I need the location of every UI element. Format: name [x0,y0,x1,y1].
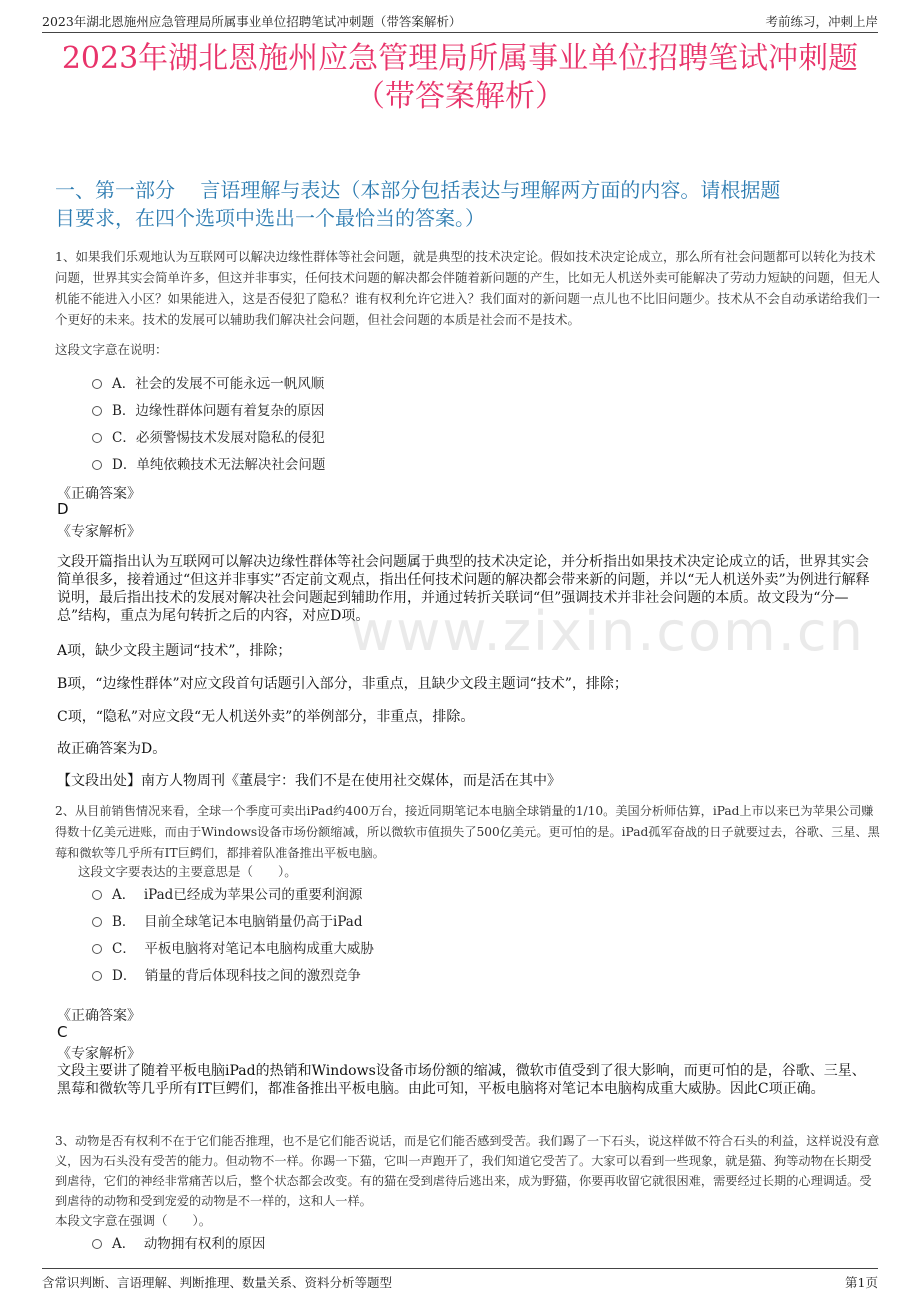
q1-prompt: 这段文字意在说明： [55,342,168,357]
q1-option-b[interactable] [92,399,324,419]
page-header [42,10,878,33]
q1-option-a-text: A．社会的发展不可能永远一帆风顺 [112,376,325,392]
q3-option-a[interactable] [92,1232,265,1252]
page-footer [42,1268,878,1289]
section-heading-line-2: 目要求，在四个选项中选出一个最恰当的答案。） [55,206,485,230]
radio-icon[interactable] [92,917,102,927]
radio-icon[interactable] [92,890,102,900]
header-document-title: 2023年湖北恩施州应急管理局所属事业单位招聘笔试冲刺题（带答案解析） [42,14,462,29]
section-heading [55,176,880,232]
document-title [40,40,880,116]
q1-answer-label: 《正确答案》 [57,486,141,502]
radio-icon[interactable] [92,379,102,389]
q1-source: 【文段出处】南方人物周刊《董晨宇：我们不是在使用社交媒体，而是活在其中》 [57,773,561,789]
q1-option-c[interactable] [92,426,325,446]
q1-option-b-text: B．边缘性群体问题有着复杂的原因 [112,403,325,419]
q2-option-d[interactable] [92,964,361,984]
q3-prompt: 本段文字意在强调（ ）。 [55,1213,212,1228]
q1-stem: 1、如果我们乐观地认为互联网可以解决边缘性群体等社会问题，就是典型的技术决定论。假如技术决定论成立，那么所有社会问题都可以转化为技术问题，世界其实会简单许多，但这并非事实，任何技术问题的解决都会伴随着新问题的产生，比如无人机送外卖可能解决了劳动力短缺的问题，但无人机能不能进入小区？如果能进入，这是否侵犯了隐私？谁有权利允许它进入？我们面对的新问题一点儿也不比旧问题少。技术从不会自动承诺给我们一个更好的未来。技术的发展可以辅助我们解决社会问题，但社会问题的本质是社会而不是技术。 [55,249,881,327]
title-line-1: 2023年湖北恩施州应急管理局所属事业单位招聘笔试冲刺题 [61,41,859,76]
q2-option-c[interactable] [92,937,374,957]
radio-icon[interactable] [92,460,102,470]
q1-explain-c: C项，“隐私”对应文段“无人机送外卖”的举例部分，非重点，排除。 [57,709,475,725]
header-slogan: 考前练习，冲刺上岸 [765,14,878,29]
q2-analysis-text: 文段主要讲了随着平板电脑iPad的热销和Windows设备市场份额的缩减，微软市值受到了很大影响，而更可怕的是，谷歌、三星、黑莓和微软等几乎所有IT巨鳄们，都准备推出平板电脑。由此可知，平板电脑将对笔记本电脑构成重大威胁。因此C项正确。 [57,1063,866,1097]
radio-icon[interactable] [92,944,102,954]
radio-icon[interactable] [92,406,102,416]
q2-option-b[interactable] [92,910,363,930]
q1-conclusion: 故正确答案为D。 [57,741,167,757]
footer-question-types: 含常识判断、言语理解、判断推理、数量关系、资料分析等题型 [42,1275,393,1290]
q3-stem: 3、动物是否有权利不在于它们能否推理，也不是它们能否说话，而是它们能否感到受苦。我们踢了一下石头，说这样做不符合石头的利益，这样说没有意义，因为石头没有受苦的能力。但动物不一样。你踢一下猫，它叫一声跑开了，我们知道它受苦了。大家可以看到一些现象，就是猫、狗等动物在长期受到虐待，它们的神经非常痛苦以后，整个状态都会改变。有的猫在受到虐待后逃出来，成为野猫，你要再收留它就很困难，需要经过长期的心理调适。受到虐待的动物和受到宠爱的动物是不一样的，这和人一样。 [55,1134,880,1208]
q3-option-a-text: A． 动物拥有权利的原因 [112,1236,266,1252]
q2-stem: 2、从目前销售情况来看，全球一个季度可卖出iPad约400万台，接近同期笔记本电脑全球销量的1/10。美国分析师估算，iPad上市以来已为苹果公司赚得数十亿美元进账，而由于Windows设备市场份额缩减，所以微软市值损失了500亿美元。更可怕的是。iPad孤军奋战的日子就要过去，谷歌、三星、黑莓和微软等几乎所有IT巨鳄们，都排着队准备推出平板电脑。 [55,804,880,860]
q2-prompt: 这段文字要表达的主要意思是（ ）。 [78,864,297,879]
q1-analysis-label: 《专家解析》 [57,524,141,540]
q2-option-a-text: A． iPad已经成为苹果公司的重要利润源 [112,887,363,903]
q1-explain-a: A项，缺少文段主题词“技术”，排除； [57,643,292,659]
q2-option-b-text: B． 目前全球笔记本电脑销量仍高于iPad [112,914,363,930]
q1-option-a[interactable] [92,372,324,392]
watermark: www.zixin.com.cn [350,600,865,663]
q1-option-c-text: C．必须警惕技术发展对隐私的侵犯 [112,430,325,446]
radio-icon[interactable] [92,1239,102,1249]
q2-option-d-text: D． 销量的背后体现科技之间的激烈竞争 [112,968,361,984]
q1-option-d-text: D．单纯依赖技术无法解决社会问题 [112,457,326,473]
q1-option-d[interactable] [92,453,325,473]
title-line-2: （带答案解析） [355,79,565,114]
footer-page-number: 第1页 [845,1275,878,1290]
q1-analysis-text: 文段开篇指出认为互联网可以解决边缘性群体等社会问题属于典型的技术决定论，并分析指出如果技术决定论成立的话，世界其实会简单很多，接着通过“但这并非事实”否定前文观点，指出任何技术问题的解决都会带来新的问题，并以“无人机送外卖”为例进行解释说明，最后指出技术的发展对解决社会问题起到辅助作用，并通过转折关联词“但”强调技术并非社会问题的本质。故文段为“分—总”结构，重点为尾句转折之后的内容，对应D项。 [57,554,870,624]
radio-icon[interactable] [92,433,102,443]
q2-option-c-text: C． 平板电脑将对笔记本电脑构成重大威胁 [112,941,374,957]
radio-icon[interactable] [92,971,102,981]
q1-explain-b: B项，“边缘性群体”对应文段首句话题引入部分，非重点，且缺少文段主题词“技术”，排除； [57,676,628,692]
q2-answer-value: C [57,1023,68,1041]
section-heading-line-1: 一、第一部分 言语理解与表达（本部分包括表达与理解两方面的内容。请根据题 [55,178,781,202]
q2-answer-label: 《正确答案》 [57,1008,141,1024]
q1-answer-value: D [57,500,69,518]
q2-analysis-label: 《专家解析》 [57,1046,141,1062]
q2-option-a[interactable] [92,883,362,903]
